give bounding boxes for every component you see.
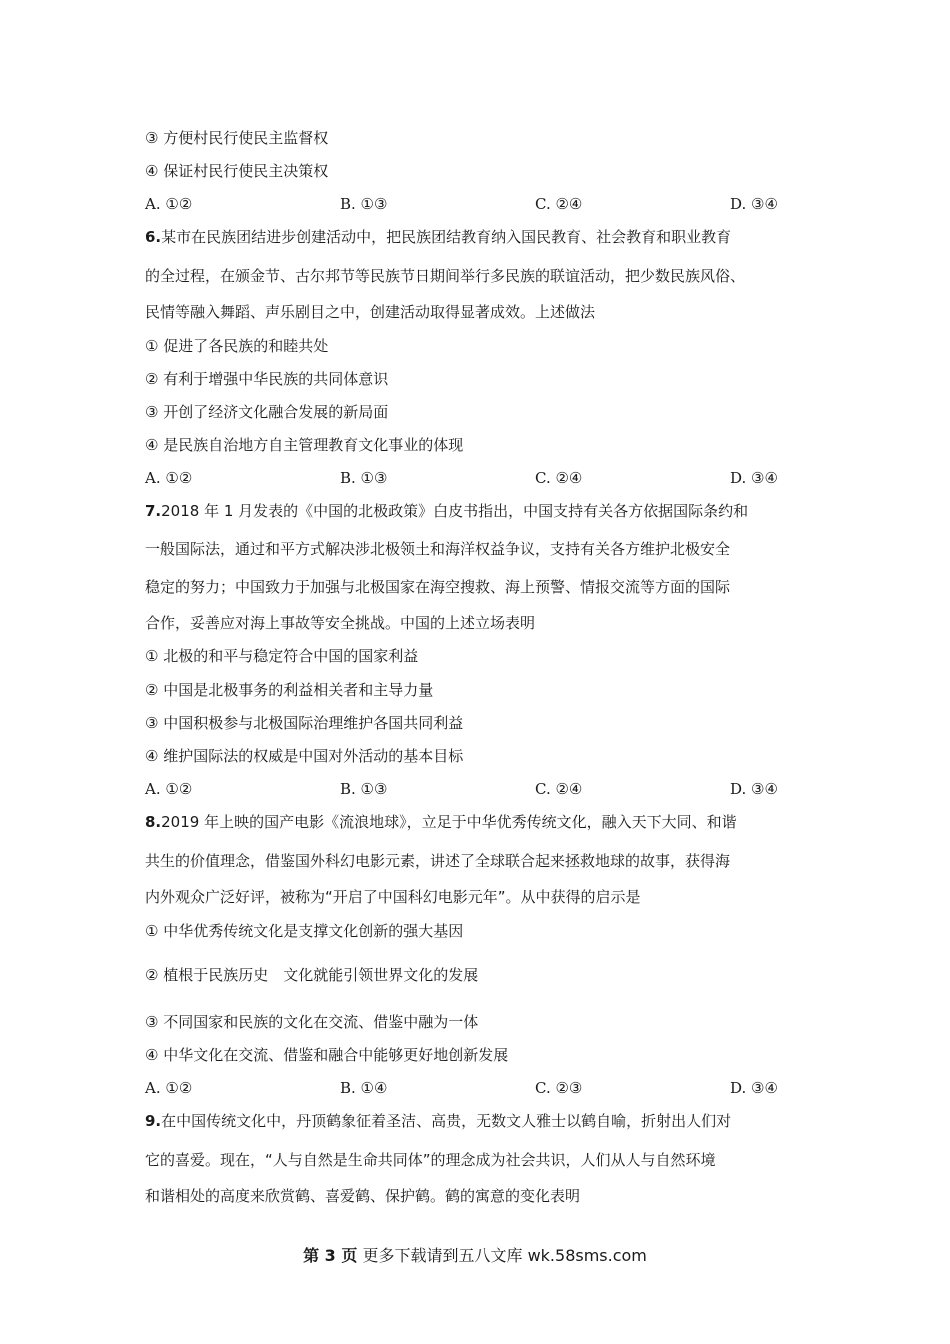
question-6-line [145,227,731,247]
option-item: ④ 保证村民行使民主决策权 [145,162,329,180]
choice-c: C. ②④ [535,780,583,798]
question-text: 合作，妥善应对海上事故等安全挑战。中国的上述立场表明 [145,614,536,632]
option-item: ③ 开创了经济文化融合发展的新局面 [145,403,389,421]
option-item: ③ 方便村民行使民主监督权 [145,129,329,147]
choice-b: B. ①③ [340,780,388,798]
choice-b: B. ①③ [340,195,388,213]
choice-a: A. ①② [145,1079,193,1097]
answer-choices [145,194,805,214]
choice-a: A. ①② [145,469,193,487]
option-item: ④ 维护国际法的权威是中国对外活动的基本目标 [145,747,464,765]
answer-choices [145,468,805,488]
question-text: 的全过程，在颁金节、古尔邦节等民族节日期间举行多民族的联谊活动，把少数民族风俗、 [145,267,746,285]
option-item: ② 有利于增强中华民族的共同体意识 [145,370,389,388]
page-number: 第 3 页 [303,1246,358,1265]
option-item: ① 北极的和平与稳定符合中国的国家利益 [145,647,419,665]
option-item: ① 中华优秀传统文化是支撑文化创新的强大基因 [145,922,464,940]
choice-d: D. ③④ [730,195,778,213]
choice-d: D. ③④ [730,780,778,798]
question-number: 8. [145,813,162,831]
choice-a: A. ①② [145,780,193,798]
question-text: 内外观众广泛好评，被称为“开启了中国科幻电影元年”。从中获得的启示是 [145,888,641,906]
question-text: 2019 年上映的国产电影《流浪地球》，立足于中华优秀传统文化，融入天下大同、和谐 [161,813,737,831]
question-number: 6. [145,228,162,246]
question-number: 9. [145,1112,162,1130]
question-text: 2018 年 1 月发表的《中国的北极政策》白皮书指出，中国支持有关各方依据国际条约和 [161,502,749,520]
question-number: 7. [145,502,162,520]
question-9-line [145,1111,731,1131]
question-text: 和谐相处的高度来欣赏鹤、喜爱鹤、保护鹤。鹤的寓意的变化表明 [145,1187,581,1205]
question-text: 稳定的努力；中国致力于加强与北极国家在海空搜救、海上预警、情报交流等方面的国际 [145,578,731,596]
answer-choices [145,779,805,799]
choice-a: A. ①② [145,195,193,213]
footer-download-text: 更多下载请到五八文库 wk.58sms.com [362,1246,647,1265]
question-text: 一般国际法，通过和平方式解决涉北极领土和海洋权益争议，支持有关各方维护北极安全 [145,540,731,558]
choice-d: D. ③④ [730,469,778,487]
option-item: ③ 中国积极参与北极国际治理维护各国共同利益 [145,714,464,732]
option-item: ① 促进了各民族的和睦共处 [145,337,329,355]
option-item: ② 中国是北极事务的利益相关者和主导力量 [145,681,434,699]
option-item: ④ 中华文化在交流、借鉴和融合中能够更好地创新发展 [145,1046,509,1064]
question-7-line [145,501,748,521]
choice-c: C. ②③ [535,1079,583,1097]
question-text: 在中国传统文化中，丹顶鹤象征着圣洁、高贵，无数文人雅士以鹤自喻，折射出人们对 [161,1112,732,1130]
question-text: 共生的价值理念，借鉴国外科幻电影元素，讲述了全球联合起来拯救地球的故事，获得海 [145,852,731,870]
answer-choices [145,1078,805,1098]
option-item: ② 植根于民族历史 文化就能引领世界文化的发展 [145,966,479,984]
choice-d: D. ③④ [730,1079,778,1097]
question-text: 民情等融入舞蹈、声乐剧目之中，创建活动取得显著成效。上述做法 [145,303,596,321]
page-footer [0,1245,950,1267]
choice-b: B. ①④ [340,1079,388,1097]
option-item: ④ 是民族自治地方自主管理教育文化事业的体现 [145,436,464,454]
question-text: 某市在民族团结进步创建活动中，把民族团结教育纳入国民教育、社会教育和职业教育 [161,228,732,246]
choice-c: C. ②④ [535,195,583,213]
option-item: ③ 不同国家和民族的文化在交流、借鉴中融为一体 [145,1013,479,1031]
question-text: 它的喜爱。现在，“人与自然是生命共同体”的理念成为社会共识，人们从人与自然环境 [145,1151,716,1169]
question-8-line [145,812,737,832]
choice-c: C. ②④ [535,469,583,487]
choice-b: B. ①③ [340,469,388,487]
